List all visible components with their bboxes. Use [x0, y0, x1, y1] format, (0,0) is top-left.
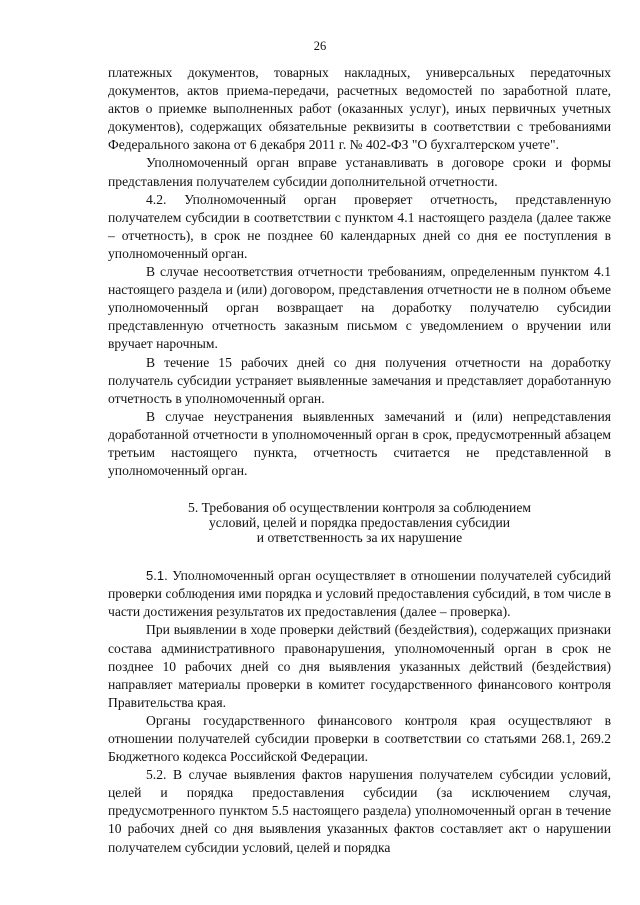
section-heading-line: 5. Требования об осуществлении контроля за соблюдением	[188, 500, 531, 516]
paragraph: Органы государственного финансового контроля края осуществляют в отношении получателей субсидии проверки в соответствии со статьями 268.1, 269.2 Бюджетного кодекса Российской Федерации.	[108, 712, 611, 765]
section-heading-line: и ответственность за их нарушение	[256, 530, 463, 546]
section-heading	[108, 500, 611, 545]
paragraph-continuation: платежных документов, товарных накладных, универсальных передаточных документов, актов приема-передачи, расчетных ведомостей по заработной плате, актов о приемке выполненных работ (оказанных услуг), иных первичных учетных документов), содержащих обязательные реквизиты в соответствии с требованиями Федерального закона от 6 декабря 2011 г. № 402-ФЗ "О бухгалтерском учете".	[108, 65, 611, 153]
paragraph: При выявлении в ходе проверки действий (бездействия), содержащих признаки состава административного правонарушения, уполномоченный орган в срок не позднее 10 рабочих дней со дня выявления указанных действий (бездействия) направляет материалы проверки в комитет государственного финансового контроля Правительства края.	[108, 622, 611, 710]
paragraph: Уполномоченный орган вправе устанавливать в договоре сроки и формы представления получателем субсидии дополнительной отчетности.	[108, 155, 611, 189]
clause-number: 5.1.	[146, 568, 168, 584]
document-body	[108, 64, 611, 857]
paragraph-5-2: 5.2. В случае выявления фактов нарушения получателем субсидии условий, целей и порядка предоставления субсидии (за исключением случая, предусмотренного пунктом 5.5 настоящего раздела) уполномоченный орган в течение 10 рабочих дней со дня выявления указанных фактов составляет акт о нарушении получателем субсидии условий, целей и порядка	[108, 767, 611, 855]
paragraph-4-2: 4.2. Уполномоченный орган проверяет отчетность, представленную получателем субсидии в соответствии с пунктом 4.1 настоящего раздела (далее также – отчетность), в срок не позднее 60 календарных дней со дня ее поступления в уполномоченный орган.	[108, 191, 611, 261]
page-number: 26	[313, 39, 327, 53]
clause-text: Уполномоченный орган осуществляет в отношении получателей субсидий проверки соблюдения ими порядка и условий предоставления субсидий, в том числе в части достижения результатов их предоставления (далее – проверка).	[108, 568, 611, 620]
section-heading-line: условий, целей и порядка предоставления субсидии	[208, 515, 511, 531]
paragraph-5-1	[108, 567, 611, 621]
paragraph: В случае неустранения выявленных замечаний и (или) непредставления доработанной отчетности в уполномоченный орган в срок, предусмотренный абзацем третьим настоящего пункта, отчетность считается не представленной в уполномоченный орган.	[108, 408, 611, 479]
paragraph: В случае несоответствия отчетности требованиям, определенным пунктом 4.1 настоящего раздела и (или) договором, представления отчетности не в полном объеме уполномоченный орган возвращает на доработку получателю субсидии представленную отчетность заказным письмом с уведомлением о вручении или вручает нарочным.	[108, 264, 611, 352]
paragraph: В течение 15 рабочих дней со дня получения отчетности на доработку получатель субсидии устраняет выявленные замечания и представляет доработанную отчетность в уполномоченный орган.	[108, 354, 611, 406]
